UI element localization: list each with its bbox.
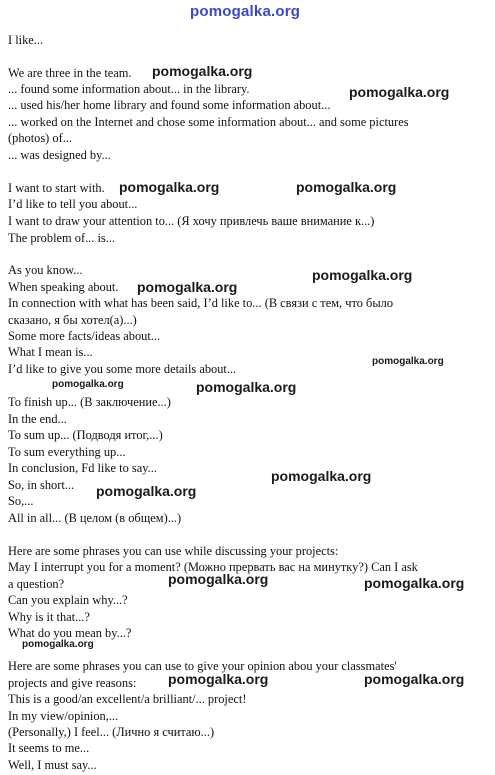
header-watermark: pomogalka.org (190, 3, 301, 20)
text-line: ... found some information about... in the library. (8, 82, 250, 96)
text-line: So, in short... (8, 478, 75, 492)
text-line: What do you mean by...? (8, 626, 132, 640)
watermark: pomogalka.org (137, 279, 238, 295)
text-line: All in all... (В целом (в общем)...) (8, 511, 182, 525)
text-line: To sum up... (Подводя итог,...) (8, 428, 163, 442)
text-line: (photos) of... (8, 131, 73, 145)
text-line: Here are some phrases you can use while discussing your projects: (8, 544, 339, 558)
text-line: When speaking about. (8, 280, 119, 294)
text-line: May I interrupt you for a moment? (Можно прервать вас на минутку?) Can I ask (8, 560, 418, 574)
text-line: The problem of... is... (8, 231, 116, 245)
text-line: a question? (8, 577, 65, 591)
text-line: I like... (8, 33, 44, 47)
text-line: Some more facts/ideas about... (8, 329, 161, 343)
watermark: pomogalka.org (196, 379, 297, 395)
text-line: I want to draw your attention to... (Я хочу привлечь ваше внимание к...) (8, 214, 375, 228)
watermark: pomogalka.org (168, 671, 269, 687)
text-line: To sum everything up... (8, 445, 126, 459)
text-line: In my view/opinion,... (8, 709, 119, 723)
watermark: pomogalka.org (152, 63, 253, 79)
text-line: It seems to me... (8, 741, 90, 755)
text-line: сказано, я бы хотел(а)...) (8, 313, 137, 327)
text-line: In conclusion, Fd like to say... (8, 461, 157, 475)
text-line: ... was designed by... (8, 148, 111, 162)
text-line: ... worked on the Internet and chose some information about... and some pictures (8, 115, 409, 129)
text-line: What I mean is... (8, 345, 93, 359)
text-line: In connection with what has been said, I’d like to... (В связи с тем, что было (8, 296, 394, 310)
watermark: pomogalka.org (349, 84, 450, 100)
text-line: Here are some phrases you can use to give your opinion abou your classmates' (8, 659, 397, 673)
watermark: pomogalka.org (168, 571, 269, 587)
text-line: (Personally,) I feel... (Лично я считаю...) (8, 725, 215, 739)
text-line: We are three in the team. (8, 66, 132, 80)
text-line: Well, I must say... (8, 758, 97, 772)
watermark: pomogalka.org (119, 179, 220, 195)
watermark: pomogalka.org (271, 468, 372, 484)
watermark: pomogalka.org (22, 639, 94, 650)
text-line: projects and give reasons: (8, 676, 137, 690)
text-line: Why is it that...? (8, 610, 90, 624)
watermark: pomogalka.org (96, 483, 197, 499)
watermark: pomogalka.org (296, 179, 397, 195)
text-line: I’d like to tell you about... (8, 197, 138, 211)
text-line: In the end... (8, 412, 67, 426)
watermark: pomogalka.org (52, 379, 124, 390)
watermark: pomogalka.org (364, 575, 465, 591)
text-line: As you know... (8, 263, 83, 277)
text-line: This is a good/an excellent/a brilliant/... project! (8, 692, 247, 706)
text-line: I’d like to give you some more details about... (8, 362, 237, 376)
text-line: I want to start with. (8, 181, 105, 195)
watermark: pomogalka.org (372, 356, 444, 367)
text-line: To finish up... (В заключение...) (8, 395, 171, 409)
watermark: pomogalka.org (312, 267, 413, 283)
text-line: So,... (8, 494, 34, 508)
text-line: Can you explain why...? (8, 593, 128, 607)
watermark: pomogalka.org (364, 671, 465, 687)
text-line: ... used his/her home library and found some information about... (8, 98, 331, 112)
